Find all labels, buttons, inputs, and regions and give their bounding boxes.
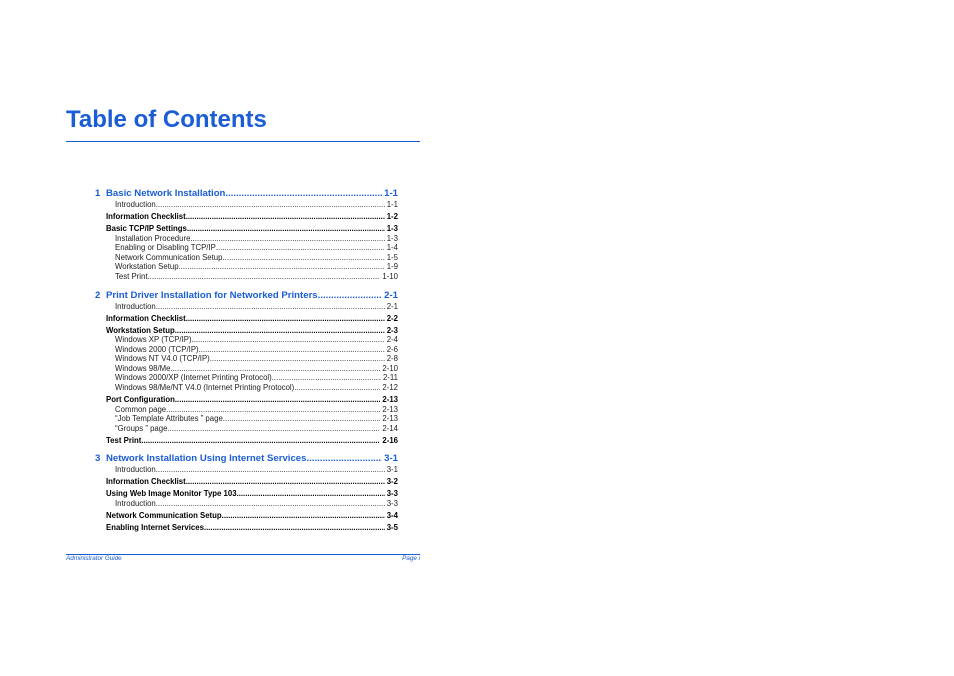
toc-entry-title: Common page <box>115 404 167 414</box>
toc-entry-title: Windows XP (TCP/IP) <box>115 335 192 345</box>
toc-dot-leader <box>156 200 385 210</box>
toc-entry-title: Network Communication Setup <box>115 252 223 262</box>
toc-entry-title: Print Driver Installation for Networked Printers <box>106 289 318 301</box>
toc-dot-leader <box>306 453 382 465</box>
toc-entry-title: Enabling or Disabling TCP/IP <box>115 243 216 253</box>
toc-topic[interactable] <box>95 335 398 345</box>
toc-section[interactable] <box>95 436 398 446</box>
toc-dot-leader <box>192 335 385 345</box>
toc-page-number: 2-4 <box>386 335 398 345</box>
footer-page-number: Page i <box>402 555 420 562</box>
toc-dot-leader <box>148 272 381 282</box>
toc-dot-leader <box>225 188 382 200</box>
toc-entry-title: Basic TCP/IP Settings <box>106 223 187 233</box>
toc-dot-leader <box>175 326 385 336</box>
toc-dot-leader <box>167 424 380 434</box>
toc-entry-title: Installation Procedure <box>115 233 191 243</box>
table-of-contents <box>95 188 398 533</box>
toc-page-number: 2-1 <box>386 301 398 311</box>
toc-entry-title: Windows 2000/XP (Internet Printing Protocol) <box>115 373 272 383</box>
toc-page-number: 1-9 <box>386 262 398 272</box>
toc-entry-title: Network Communication Setup <box>106 510 222 520</box>
toc-entry-title: Information Checklist <box>106 313 186 323</box>
toc-page-number: 1-3 <box>386 233 398 243</box>
toc-section[interactable] <box>95 489 398 499</box>
toc-section[interactable] <box>95 395 398 405</box>
toc-topic[interactable] <box>95 364 398 374</box>
toc-dot-leader <box>156 465 385 475</box>
toc-dot-leader <box>186 212 385 222</box>
toc-topic[interactable] <box>95 465 398 475</box>
toc-section[interactable] <box>95 224 398 234</box>
toc-dot-leader <box>222 253 384 263</box>
toc-topic[interactable] <box>95 234 398 244</box>
toc-entry-title: Windows 2000 (TCP/IP) <box>115 344 199 354</box>
toc-chapter-number: 3 <box>95 453 101 465</box>
toc-page-number: 2-2 <box>386 313 398 323</box>
toc-entry-title: Basic Network Installation <box>106 188 226 199</box>
toc-entry-title: Enabling Internet Services <box>106 522 204 532</box>
toc-page-number: 2-13 <box>382 395 398 405</box>
toc-dot-leader <box>318 290 382 302</box>
toc-dot-leader <box>216 243 385 253</box>
toc-topic[interactable] <box>95 272 398 282</box>
toc-topic[interactable] <box>95 354 398 364</box>
toc-entry-title: Information Checklist <box>106 477 186 487</box>
toc-section[interactable] <box>95 212 398 222</box>
toc-dot-leader <box>223 414 381 424</box>
toc-dot-leader <box>186 314 385 324</box>
toc-page-number: 2-8 <box>386 354 398 364</box>
toc-section[interactable] <box>95 511 398 521</box>
toc-topic[interactable] <box>95 345 398 355</box>
toc-page-number: 2-6 <box>386 344 398 354</box>
toc-entry-title: “Groups ” page <box>115 423 168 433</box>
toc-entry-title: Introduction <box>115 200 156 209</box>
toc-section[interactable] <box>95 477 398 487</box>
toc-section[interactable] <box>95 314 398 324</box>
toc-dot-leader <box>187 224 385 234</box>
toc-section[interactable] <box>95 523 398 533</box>
toc-page-number: 2-14 <box>382 423 398 433</box>
toc-page-number: 2-10 <box>382 363 398 373</box>
toc-page-number: 2-1 <box>384 289 398 301</box>
toc-entry-title: Information Checklist <box>106 211 186 221</box>
toc-page-number: 1-4 <box>386 243 398 253</box>
toc-entry-title: Workstation Setup <box>106 325 175 335</box>
toc-entry-title: Windows NT V4.0 (TCP/IP) <box>115 354 210 364</box>
toc-section[interactable] <box>95 326 398 336</box>
toc-dot-leader <box>170 364 380 374</box>
toc-dot-leader <box>237 489 385 499</box>
toc-page-number: 3-5 <box>386 522 398 532</box>
toc-dot-leader <box>204 523 385 533</box>
toc-page-number: 3-1 <box>386 465 398 475</box>
toc-dot-leader <box>175 395 381 405</box>
toc-page-number: 1-1 <box>386 200 398 209</box>
toc-dot-leader <box>210 354 385 364</box>
toc-entry-title: Network Installation Using Internet Services <box>106 453 307 465</box>
toc-topic[interactable] <box>95 383 398 393</box>
toc-page-number: 3-2 <box>386 477 398 487</box>
toc-dot-leader <box>156 499 385 509</box>
toc-entry-title: Port Configuration <box>106 395 175 405</box>
toc-entry-title: “Job Template Attributes ” page <box>115 414 223 424</box>
toc-page-number: 2-12 <box>382 383 398 393</box>
toc-page-number: 1-10 <box>382 271 398 281</box>
toc-topic[interactable] <box>95 262 398 272</box>
toc-topic[interactable] <box>95 414 398 424</box>
toc-dot-leader <box>190 234 384 244</box>
toc-entry-title: Test Print <box>115 271 148 281</box>
toc-page-number: 2-13 <box>382 404 398 414</box>
toc-dot-leader <box>141 436 380 446</box>
toc-page-number: 1-3 <box>386 223 398 233</box>
toc-dot-leader <box>272 373 381 383</box>
toc-topic[interactable] <box>95 253 398 263</box>
toc-page-number: 2-11 <box>382 373 398 383</box>
toc-page-number: 3-1 <box>384 453 398 465</box>
toc-page-number: 3-3 <box>386 498 398 508</box>
toc-entry-title: Windows 98/Me/NT V4.0 (Internet Printing Protocol) <box>115 383 295 393</box>
toc-page-number: 2-3 <box>386 325 398 335</box>
toc-chapter-3[interactable] <box>95 453 398 465</box>
toc-page-number: 2-16 <box>382 435 398 445</box>
toc-topic[interactable] <box>95 405 398 415</box>
toc-entry-title: Workstation Setup <box>115 262 179 272</box>
toc-page-number: 2-13 <box>382 414 398 424</box>
toc-entry-title: Windows 98/Me <box>115 363 171 373</box>
toc-entry-title: Introduction <box>115 498 156 508</box>
toc-dot-leader <box>199 345 385 355</box>
toc-topic[interactable] <box>95 302 398 312</box>
toc-entry-title: Using Web Image Monitor Type 103 <box>106 489 237 499</box>
toc-page-number: 3-3 <box>386 489 398 499</box>
toc-entry-title: Introduction <box>115 301 156 311</box>
toc-dot-leader <box>166 405 380 415</box>
toc-page-number: 1-2 <box>386 211 398 221</box>
toc-page-number: 1-5 <box>386 252 398 262</box>
toc-page-number: 1-1 <box>384 188 398 199</box>
toc-entry-title: Test Print <box>106 435 142 445</box>
toc-topic[interactable] <box>95 200 398 210</box>
toc-topic[interactable] <box>95 499 398 509</box>
toc-dot-leader <box>222 511 385 521</box>
toc-dot-leader <box>294 383 380 393</box>
toc-chapter-2[interactable] <box>95 290 398 302</box>
toc-dot-leader <box>156 302 385 312</box>
toc-entry-title: Introduction <box>115 465 156 475</box>
page-title: Table of Contents <box>66 106 267 133</box>
toc-page-number: 3-4 <box>386 510 398 520</box>
toc-chapter-number: 2 <box>95 289 101 301</box>
footer-document-name: Administrator Guide <box>66 555 122 562</box>
toc-topic[interactable] <box>95 243 398 253</box>
toc-chapter-number: 1 <box>95 188 101 199</box>
toc-dot-leader <box>179 262 385 272</box>
toc-chapter-1[interactable] <box>95 188 398 200</box>
toc-topic[interactable] <box>95 373 398 383</box>
toc-dot-leader <box>186 477 385 487</box>
title-rule <box>66 141 420 142</box>
toc-topic[interactable] <box>95 424 398 434</box>
